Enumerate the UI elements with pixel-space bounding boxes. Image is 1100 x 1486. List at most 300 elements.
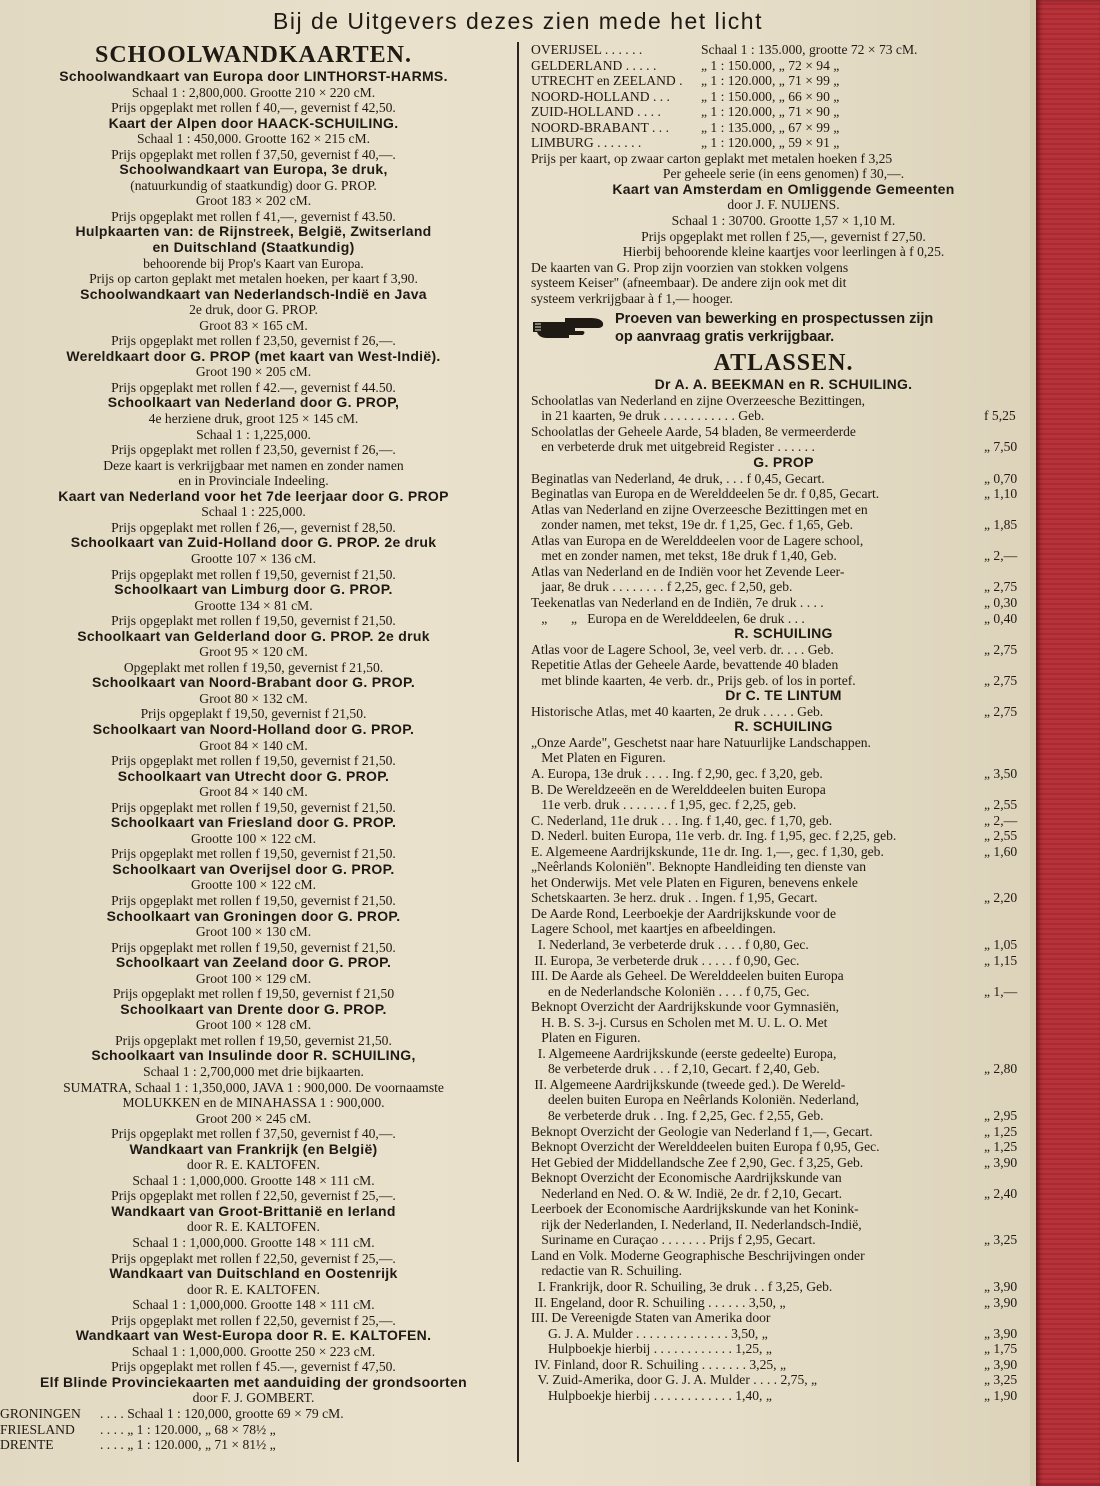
province-row: [531, 58, 1036, 74]
atlas-description: I. Nederland, 3e verbeterde druk . . . . f 0,80, Gec.: [531, 936, 809, 952]
atlas-description: Beknopt Overzicht der Werelddeelen buiten Europa f 0,95, Gec.: [531, 1139, 880, 1155]
atlas-entry: [531, 1217, 1036, 1233]
atlas-price: „ 2,75: [984, 579, 1018, 595]
pointing-hand-icon: [531, 314, 605, 340]
atlas-description: Land en Volk. Moderne Geographische Beschrijvingen onder: [531, 1247, 865, 1263]
atlas-price: [980, 859, 1036, 875]
atlas-description: „Onze Aarde", Geschetst naar hare Natuurlijke Landschappen.: [531, 734, 871, 750]
text-line: Prijs opgeplakt met rollen f 19,50, gevernist f 21,50.: [111, 799, 396, 815]
map-title: Elf Blinde Provinciekaarten met aanduiding der grondsoorten: [40, 1374, 467, 1390]
pointer-line-1: Proeven van bewerking en prospectussen zijn: [615, 311, 934, 328]
text-line: Grootte 107 × 136 cM.: [190, 550, 317, 566]
atlas-price: „ 2,75: [984, 672, 1018, 688]
map-title: Kaart van Nederland voor het 7de leerjaar door G. PROP: [58, 488, 449, 504]
atlas-price: „ 1,75: [984, 1341, 1018, 1357]
text-line: Groot 80 × 132 cM.: [199, 690, 308, 706]
atlas-description: II. Europa, 3e verbeterde druk . . . . . f 0,90, Gec.: [531, 952, 800, 968]
atlas-price: [980, 1201, 1036, 1217]
atlas-price: [980, 1310, 1036, 1326]
text-line: 2e druk, door G. PROP.: [189, 302, 318, 318]
atlas-entry: [531, 937, 1036, 953]
text-line: Prijs opgeplakt met rollen f 19,50, gevernist f 21,50.: [111, 566, 396, 582]
atlas-description: 11e verb. druk . . . . . . . f 1,95, gec. f 2,25, geb.: [531, 797, 797, 813]
atlas-entry: [531, 1310, 1036, 1326]
text-line: Prijs opgeplakt met rollen f 25,—, gevernist f 27,50.: [641, 228, 926, 244]
map-title: Kaart van Amsterdam en Omliggende Gemeenten: [612, 181, 955, 197]
pointer-notice: [531, 310, 1036, 350]
atlas-description: Atlas van Nederland en de Indiën voor het Zevende Leer-: [531, 563, 845, 579]
atlas-entry: [531, 657, 1036, 673]
atlas-entry: [531, 921, 1036, 937]
atlas-price: [980, 1092, 1036, 1108]
atlas-price: „ 1,10: [984, 486, 1018, 502]
atlas-price: „ 3,50: [984, 765, 1018, 781]
atlas-entry: [531, 797, 1036, 813]
atlas-price: [980, 564, 1036, 580]
province-row: [531, 104, 1036, 120]
atlas-description: „Neêrlands Koloniën". Beknopte Handleiding ten dienste van: [531, 859, 867, 875]
province-row: [0, 1437, 507, 1453]
atlas-price: „ 3,90: [984, 1154, 1018, 1170]
atlas-description: Leerboek der Economische Aardrijkskunde van het Konink-: [531, 1201, 859, 1217]
text-line: Prijs opgeplakt met rollen f 19,50, gevernist 21,50.: [115, 1032, 392, 1048]
atlas-description: 8e verbeterde druk . . Ing. f 2,25, Gec. f 2,55, Geb.: [531, 1108, 824, 1123]
text-line: Schaal 1 : 2,700,000 met drie bijkaarten.: [143, 1064, 364, 1079]
atlas-price: „ 1,85: [984, 517, 1018, 533]
atlas-description: A. Europa, 13e druk . . . . Ing. f 2,90, gec. f 3,20, geb.: [531, 765, 823, 781]
atlas-entry: [531, 875, 1036, 891]
atlas-entry: [531, 1092, 1036, 1108]
atlas-entry: [531, 1295, 1036, 1311]
province-details: „ 1 : 120.000, „ 71 × 90 „: [701, 104, 840, 120]
province-details: „ 1 : 135.000, „ 67 × 99 „: [701, 119, 840, 135]
atlas-price: [980, 968, 1036, 984]
map-title: Schoolkaart van Nederland door G. PROP,: [107, 395, 400, 411]
atlas-price: „ 1,15: [984, 952, 1018, 968]
map-title: Schoolkaart van Zeeland door G. PROP.: [115, 955, 392, 971]
atlas-description: Schoolatlas der Geheele Aarde, 54 bladen, 8e vermeerderde: [531, 423, 856, 439]
text-line: Groot 100 × 130 cM.: [195, 924, 312, 940]
atlas-price: [980, 1217, 1036, 1233]
atlas-price: „ 0,40: [984, 610, 1018, 626]
atlas-entry: [531, 782, 1036, 798]
atlas-description: V. Zuid-Amerika, door G. J. A. Mulder . . . . 2,75, „: [531, 1372, 818, 1388]
section-heading: R. SCHUILING: [734, 719, 833, 735]
text-line: Groot 100 × 129 cM.: [195, 970, 312, 986]
text-line: Opgeplakt met rollen f 19,50, gevernist f 21,50.: [123, 659, 384, 675]
map-title: Schoolkaart van Friesland door G. PROP.: [110, 815, 397, 831]
text-line: Prijs opgeplakt met rollen f 19,50, gevernist f 21,50.: [111, 846, 396, 862]
province-name: FRIESLAND: [0, 1421, 75, 1437]
text-line: Groot 190 × 205 cM.: [195, 364, 312, 380]
section-heading: R. SCHUILING: [734, 626, 833, 642]
atlas-price: [980, 875, 1036, 891]
atlas-entry: [531, 984, 1036, 1000]
map-title: Schoolkaart van Overijsel door G. PROP.: [112, 861, 395, 877]
atlas-description: III. De Aarde als Geheel. De Werelddeelen buiten Europa: [531, 968, 844, 984]
map-title: en Duitschland (Staatkundig): [152, 240, 355, 256]
atlas-price: „ 1,—: [984, 983, 1018, 999]
atlas-description: Het Gebied der Middellandsche Zee f 2,90, Gec. f 3,25, Geb.: [531, 1154, 864, 1170]
text-line: Prijs per kaart, op zwaar carton geplakt met metalen hoeken f 3,25: [531, 150, 893, 166]
atlas-description: redactie van R. Schuiling.: [531, 1263, 683, 1279]
right-column: [531, 42, 1036, 1403]
pointer-line-2: op aanvraag gratis verkrijgbaar.: [615, 329, 835, 346]
atlas-price: „ 0,30: [984, 594, 1018, 610]
atlas-price: „ 3,90: [984, 1325, 1018, 1341]
atlas-entry: [531, 548, 1036, 564]
province-details: Schaal 1 : 135.000, grootte 72 × 73 cM.: [701, 42, 918, 57]
atlas-entry: [531, 828, 1036, 844]
atlas-entry: [531, 1015, 1036, 1031]
atlas-entry: [531, 564, 1036, 580]
atlas-description: het Onderwijs. Met vele Platen en Figuren, benevens enkele: [531, 874, 858, 890]
text-line: 4e herziene druk, groot 125 × 145 cM.: [148, 411, 359, 427]
atlas-price: „ 2,—: [984, 812, 1018, 828]
text-line: door R. E. KALTOFEN.: [187, 1281, 320, 1297]
province-list-left: [0, 1406, 507, 1453]
atlas-description: Beknopt Overzicht der Geologie van Nederland f 1,—, Gecart.: [531, 1123, 873, 1139]
atlas-entry: [531, 1186, 1036, 1202]
text-line: Prijs opgeplakt met rollen f 19,50, gevernist f 21,50: [112, 986, 395, 1002]
text-line: door R. E. KALTOFEN.: [187, 1157, 320, 1173]
atlas-entry: [531, 673, 1036, 689]
atlas-entry: [531, 1232, 1036, 1248]
atlas-price: „ 2,40: [984, 1185, 1018, 1201]
atlas-price: „ 7,50: [984, 439, 1018, 455]
province-details: „ 1 : 120.000, „ 59 × 91 „: [701, 135, 840, 151]
atlas-description: H. B. S. 3-j. Cursus en Scholen met M. U. L. O. Met: [531, 1014, 828, 1030]
atlas-description: Schoolatlas van Nederland en zijne Overzeesche Bezittingen,: [531, 392, 866, 408]
province-name: DRENTE: [0, 1437, 54, 1453]
text-line: Groot 200 × 245 cM.: [195, 1110, 312, 1126]
province-row: [531, 89, 1036, 105]
province-name: GRONINGEN: [0, 1406, 81, 1422]
atlas-price: „ 3,90: [984, 1356, 1018, 1372]
province-row: [531, 135, 1036, 151]
text-line: Prijs opgeplakt met rollen f 19,50, gevernist f 21,50.: [111, 892, 396, 908]
atlas-list: [531, 377, 1036, 1403]
atlas-description: C. Nederland, 11e druk . . . Ing. f 1,40, gec. f 1,70, geb.: [531, 812, 833, 828]
atlas-price: „ 1,60: [984, 843, 1018, 859]
map-title: Wandkaart van Groot-Brittanië en Ierland: [111, 1203, 396, 1219]
text-line: Schaal 1 : 1,000,000. Grootte 148 × 111 cM.: [132, 1297, 375, 1313]
atlas-price: „ 3,25: [984, 1232, 1018, 1248]
atlas-description: II. Algemeene Aardrijkskunde (tweede ged.). De Wereld-: [531, 1076, 846, 1092]
province-name: LIMBURG . . . . . . .: [531, 135, 642, 151]
atlas-price: [980, 906, 1036, 922]
atlas-entry: [531, 890, 1036, 906]
atlas-price: „ 3,90: [984, 1279, 1018, 1295]
province-row: [531, 42, 1036, 58]
atlas-entry: [531, 393, 1036, 409]
atlas-price: „ 1,05: [984, 936, 1018, 952]
atlas-entry: [531, 502, 1036, 518]
atlas-description: Beknopt Overzicht der Economische Aardrijkskunde van: [531, 1170, 842, 1186]
atlas-price: „ 2,80: [984, 1061, 1018, 1077]
atlas-description: in 21 kaarten, 9e druk . . . . . . . . . . . Geb.: [531, 408, 765, 424]
atlas-description: met blinde kaarten, 4e verb. dr., Prijs geb. of los in portef.: [531, 672, 856, 688]
map-title: Kaart der Alpen door HAACK-SCHUILING.: [108, 115, 399, 131]
atlas-entry: [531, 486, 1036, 502]
text-line: Prijs opgeplakt met rollen f 26,—, gevernist f 28,50.: [111, 519, 396, 535]
atlas-description: Teekenatlas van Nederland en de Indiën, 7e druk . . . .: [531, 594, 824, 610]
atlas-entry: [531, 439, 1036, 455]
map-title: Schoolkaart van Insulinde door R. SCHUILING,: [91, 1048, 416, 1064]
text-line: Prijs opgeplakt met rollen f 37,50, gevernist f 40,—.: [111, 1126, 396, 1142]
text-line: Groot 95 × 120 cM.: [199, 644, 308, 660]
text-line: Hierbij behoorende kleine kaartjes voor leerlingen à f 0,25.: [622, 244, 945, 260]
atlas-entry: [531, 424, 1036, 440]
map-title: Wereldkaart door G. PROP (met kaart van West-Indië).: [66, 348, 441, 364]
atlas-price: „ 1,90: [984, 1387, 1018, 1403]
text-line: Prijs opgeplakt met rollen f 19,50, gevernist f 21,50.: [111, 613, 396, 629]
atlas-description: B. De Wereldzeeën en de Werelddeelen buiten Europa: [531, 781, 826, 797]
map-title: Wandkaart van Frankrijk (en België): [129, 1141, 378, 1157]
atlas-description: Nederland en Ned. O. & W. Indië, 2e dr. f 2,10, Gecart.: [531, 1185, 843, 1201]
atlas-description: rijk der Nederlanden, I. Nederland, II. Nederlandsch-Indië,: [531, 1216, 862, 1232]
text-line: Groot 100 × 128 cM.: [195, 1017, 312, 1033]
text-line: Grootte 100 × 122 cM.: [190, 877, 317, 893]
atlas-price: [980, 782, 1036, 798]
atlas-price: „ 0,70: [984, 470, 1018, 486]
text-line: Groot 84 × 140 cM.: [199, 737, 308, 753]
province-name: NOORD-HOLLAND . . .: [531, 88, 670, 104]
province-details: . . . . Schaal 1 : 120,000, grootte 69 × 79 cM.: [100, 1406, 344, 1422]
text-line: Prijs opgeplakt met rollen f 19,50, gevernist f 21,50.: [111, 939, 396, 955]
text-line: Groot 84 × 140 cM.: [199, 784, 308, 800]
map-title: Schoolkaart van Drente door G. PROP.: [120, 1001, 387, 1017]
atlas-entry: [531, 1155, 1036, 1171]
text-line: Schaal 1 : 225,000.: [201, 504, 306, 520]
atlas-entry: [531, 1248, 1036, 1264]
atlas-entry: [531, 1388, 1036, 1404]
atlas-entry: [531, 1372, 1036, 1388]
atlas-description: „ „ Europa en de Werelddeelen, 6e druk . . .: [531, 610, 805, 626]
atlas-entry: [531, 471, 1036, 487]
atlas-description: G. J. A. Mulder . . . . . . . . . . . . . . 3,50, „: [531, 1325, 768, 1341]
text-line: Per geheele serie (in eens genomen) f 30,—.: [662, 166, 905, 182]
atlas-price: [980, 533, 1036, 549]
text-line: Prijs opgeplakt met rollen f 22,50, gevernist f 25,—.: [111, 1312, 396, 1328]
atlas-description: Beginatlas van Nederland, 4e druk, . . . f 0,45, Gecart.: [531, 470, 825, 486]
atlas-price: [980, 657, 1036, 673]
atlas-entry: [531, 968, 1036, 984]
text-line: Deze kaart is verkrijgbaar met namen en zonder namen: [103, 457, 404, 473]
atlas-entry: [531, 1279, 1036, 1295]
atlas-description: I. Algemeene Aardrijkskunde (eerste gedeelte) Europa,: [531, 1045, 837, 1061]
atlas-description: Historische Atlas, met 40 kaarten, 2e druk . . . . . Geb.: [531, 703, 824, 719]
text-line: Schaal 1 : 1,000,000. Grootte 250 × 223 cM.: [131, 1343, 376, 1359]
text-line: Prijs opgeplakt met rollen f 45.—, gevernist f 47,50.: [111, 1359, 396, 1375]
atlas-entry: [531, 953, 1036, 969]
atlas-entry: [531, 533, 1036, 549]
atlas-price: „ 2,95: [984, 1108, 1018, 1123]
text-line: Prijs opgeplakt met rollen f 22,50, gevernist f 25,—.: [111, 1188, 396, 1204]
atlas-price: „ 3,25: [984, 1372, 1018, 1388]
province-name: ZUID-HOLLAND . . . .: [531, 104, 661, 120]
atlas-entry: [531, 844, 1036, 860]
atlas-price: [980, 1046, 1036, 1062]
text-line: en in Provinciale Indeeling.: [178, 473, 329, 489]
text-line: MOLUKKEN en de MINAHASSA 1 : 900,000.: [122, 1095, 385, 1111]
atlas-entry: [531, 1201, 1036, 1217]
text-line: systeem verkrijgbaar à f 1,— hooger.: [531, 290, 733, 306]
atlas-price: [980, 1170, 1036, 1186]
atlas-description: jaar, 8e druk . . . . . . . . f 2,25, gec. f 2,50, geb.: [531, 579, 793, 595]
atlas-description: Atlas van Europa en de Werelddeelen voor de Lagere school,: [531, 532, 864, 548]
text-line: Grootte 134 × 81 cM.: [194, 597, 313, 613]
text-line: Prijs op carton geplakt met metalen hoeken, per kaart f 3,90.: [89, 271, 418, 287]
atlas-entry: [531, 1326, 1036, 1342]
text-line: (natuurkundig of staatkundig) door G. PROP.: [130, 177, 377, 193]
atlas-description: E. Algemeene Aardrijkskunde, 11e dr. Ing. 1,—, gec. f 1,30, geb.: [531, 843, 884, 859]
atlas-entry: [531, 1170, 1036, 1186]
atlas-description: Met Platen en Figuren.: [531, 750, 666, 766]
text-line: De kaarten van G. Prop zijn voorzien van stokken volgens: [531, 259, 849, 275]
atlas-entry: [531, 408, 1036, 424]
atlas-description: 8e verbeterde druk . . . f 2,10, Gecart. f 2,40, Geb.: [531, 1061, 820, 1077]
atlas-entry: [531, 999, 1036, 1015]
atlas-description: met en zonder namen, met tekst, 18e druk f 1,40, Geb.: [531, 548, 837, 564]
atlas-description: Platen en Figuren.: [531, 1030, 641, 1046]
atlas-title: ATLASSEN.: [713, 350, 854, 377]
atlas-entry: [531, 1341, 1036, 1357]
map-title: Schoolkaart van Zuid-Holland door G. PROP. 2e druk: [70, 535, 437, 551]
province-details: „ 1 : 120.000, „ 71 × 99 „: [701, 73, 840, 89]
atlas-description: zonder namen, met tekst, 19e dr. f 1,25, Gec. f 1,65, Geb.: [531, 517, 854, 533]
atlas-entry: [531, 595, 1036, 611]
atlas-price: „ 2,20: [984, 890, 1018, 906]
text-line: Schaal 1 : 30700. Grootte 1,57 × 1,10 M.: [671, 213, 896, 229]
atlas-entry: [531, 1139, 1036, 1155]
atlas-entry: [531, 750, 1036, 766]
left-title: SCHOOLWANDKAARTEN.: [95, 42, 412, 68]
map-title: Schoolkaart van Limburg door G. PROP.: [114, 582, 393, 598]
text-line: Prijs opgeplakt met rollen f 22,50, gevernist f 25,—.: [111, 1250, 396, 1266]
province-name: GELDERLAND . . . . .: [531, 57, 657, 73]
atlas-description: Atlas voor de Lagere School, 3e, veel verb. dr. . . . Geb.: [531, 641, 834, 657]
red-book-spine: [1036, 0, 1100, 1486]
atlas-price: [980, 424, 1036, 440]
atlas-entry: [531, 735, 1036, 751]
atlas-description: Lagere School, met kaartjes en afbeeldingen.: [531, 921, 776, 937]
atlas-price: „ 2,—: [984, 548, 1018, 564]
atlas-price: [980, 1263, 1036, 1279]
province-name: UTRECHT en ZEELAND .: [531, 73, 683, 89]
text-line: Prijs opgeplakt f 19,50, gevernist f 21,50.: [140, 706, 367, 722]
text-line: Prijs opgeplakt met rollen f 40,—, gevernist f 42,50.: [111, 100, 396, 116]
atlas-entry: [531, 611, 1036, 627]
atlas-price: [980, 1015, 1036, 1031]
text-line: Prijs opgeplakt met rollen f 41,—, gevernist f 43.50.: [111, 208, 396, 224]
text-line: Groot 183 × 202 cM.: [195, 193, 312, 209]
section-heading: G. PROP: [753, 455, 814, 471]
section-heading: Dr A. A. BEEKMAN en R. SCHUILING.: [654, 377, 913, 393]
province-name: NOORD-BRABANT . . .: [531, 119, 669, 135]
map-title: Schoolkaart van Noord-Brabant door G. PROP.: [91, 675, 416, 691]
text-line: Prijs opgeplakt met rollen f 37,50, gevernist f 40,—.: [111, 146, 396, 162]
atlas-price: „ 2,75: [984, 641, 1018, 657]
atlas-price: „ 1,25: [984, 1123, 1018, 1139]
atlas-description: Hulpboekje hierbij . . . . . . . . . . . . 1,40, „: [531, 1387, 772, 1403]
text-line: Groot 83 × 165 cM.: [199, 317, 308, 333]
text-line: systeem Keiser" (afneembaar). De andere zijn ook met dit: [531, 275, 847, 291]
atlas-entry: [531, 1061, 1036, 1077]
province-details: . . . . „ 1 : 120.000, „ 68 × 78½ „: [100, 1421, 276, 1437]
atlas-description: en de Nederlandsche Koloniën . . . . f 0,75, Gec.: [531, 983, 810, 999]
atlas-price: [980, 1077, 1036, 1093]
province-row: [531, 73, 1036, 89]
atlas-price: „ 2,75: [984, 703, 1018, 719]
text-line: behoorende bij Prop's Kaart van Europa.: [143, 255, 364, 271]
left-lines: [0, 69, 507, 1406]
text-line: Schaal 1 : 2,800,000. Grootte 210 × 220 cM.: [131, 84, 376, 100]
text-line: Schaal 1 : 450,000. Grootte 162 × 215 cM.: [136, 131, 371, 147]
text-line: Prijs opgeplakt met rollen f 23,50, gevernist f 26,—.: [111, 442, 396, 458]
atlas-description: II. Engeland, door R. Schuiling . . . . . . 3,50, „: [531, 1294, 786, 1310]
province-details: „ 1 : 150.000, „ 72 × 94 „: [701, 57, 840, 73]
text-line: Schaal 1 : 1,225,000.: [196, 426, 311, 442]
map-title: Schoolkaart van Groningen door G. PROP.: [106, 908, 401, 924]
atlas-entry: [531, 704, 1036, 720]
text-line: door J. F. NUIJENS.: [727, 197, 840, 213]
atlas-price: „ 3,90: [984, 1294, 1018, 1310]
atlas-description: en verbeterde druk met uitgebreid Register . . . . . .: [531, 439, 815, 455]
map-title: Schoolwandkaart van Nederlandsch-Indië en Java: [80, 286, 427, 302]
atlas-entry: [531, 1108, 1036, 1124]
atlas-description: deelen buiten Europa en Neêrlands Koloniën. Nederland,: [531, 1092, 860, 1108]
atlas-entry: [531, 642, 1036, 658]
text-line: Schaal 1 : 1,000,000. Grootte 148 × 111 cM.: [132, 1172, 375, 1188]
text-line: Prijs opgeplakt met rollen f 19,50, gevernist f 21,50.: [111, 753, 396, 769]
atlas-price: [980, 1248, 1036, 1264]
atlas-price: [980, 735, 1036, 751]
atlas-description: IV. Finland, door R. Schuiling . . . . . . . 3,25, „: [531, 1356, 787, 1372]
map-title: Schoolkaart van Utrecht door G. PROP.: [117, 768, 390, 784]
atlas-description: Hulpboekje hierbij . . . . . . . . . . . . 1,25, „: [531, 1341, 772, 1357]
text-line: Prijs opgeplakt met rollen f 42.—, gevernist f 44.50.: [111, 379, 396, 395]
atlas-entry: [531, 813, 1036, 829]
atlas-price: „ 2,55: [984, 828, 1018, 844]
map-title: Schoolkaart van Gelderland door G. PROP. 2e druk: [77, 628, 430, 644]
atlas-price: [980, 502, 1036, 518]
text-line: Grootte 100 × 122 cM.: [190, 830, 317, 846]
province-details: . . . . „ 1 : 120.000, „ 71 × 81½ „: [100, 1437, 276, 1453]
map-title: Wandkaart van West-Europa door R. E. KALTOFEN.: [75, 1328, 432, 1344]
province-name: OVERIJSEL . . . . . .: [531, 42, 643, 57]
text-line: Prijs opgeplakt met rollen f 23,50, gevernist f 26,—.: [111, 333, 396, 349]
atlas-entry: [531, 1263, 1036, 1279]
map-title: Hulpkaarten van: de Rijnstreek, België, Zwitserland: [75, 224, 432, 240]
atlas-description: De Aarde Rond, Leerboekje der Aardrijkskunde voor de: [531, 905, 837, 921]
province-row: [0, 1406, 507, 1422]
atlas-description: Suriname en Curaçao . . . . . . . Prijs f 2,95, Gecart.: [531, 1232, 816, 1248]
atlas-description: D. Nederl. buiten Europa, 11e verb. dr. Ing. f 1,95, gec. f 2,25, geb.: [531, 828, 897, 844]
atlas-entry: [531, 1077, 1036, 1093]
atlas-price: „ 2,55: [984, 797, 1018, 813]
atlas-price: [980, 1030, 1036, 1046]
atlas-price: „ 1,25: [984, 1139, 1018, 1155]
atlas-description: III. De Vereenigde Staten van Amerika door: [531, 1310, 771, 1326]
text-line: SUMATRA, Schaal 1 : 1,350,000, JAVA 1 : 900,000. De voornaamste: [63, 1079, 444, 1095]
province-details: „ 1 : 150.000, „ 66 × 90 „: [701, 88, 840, 104]
map-title: Schoolwandkaart van Europa door LINTHORST-HARMS.: [59, 69, 448, 84]
atlas-entry: [531, 859, 1036, 875]
atlas-entry: [531, 517, 1036, 533]
atlas-price: f 5,25: [984, 408, 1016, 424]
right-notes: [531, 151, 1036, 306]
